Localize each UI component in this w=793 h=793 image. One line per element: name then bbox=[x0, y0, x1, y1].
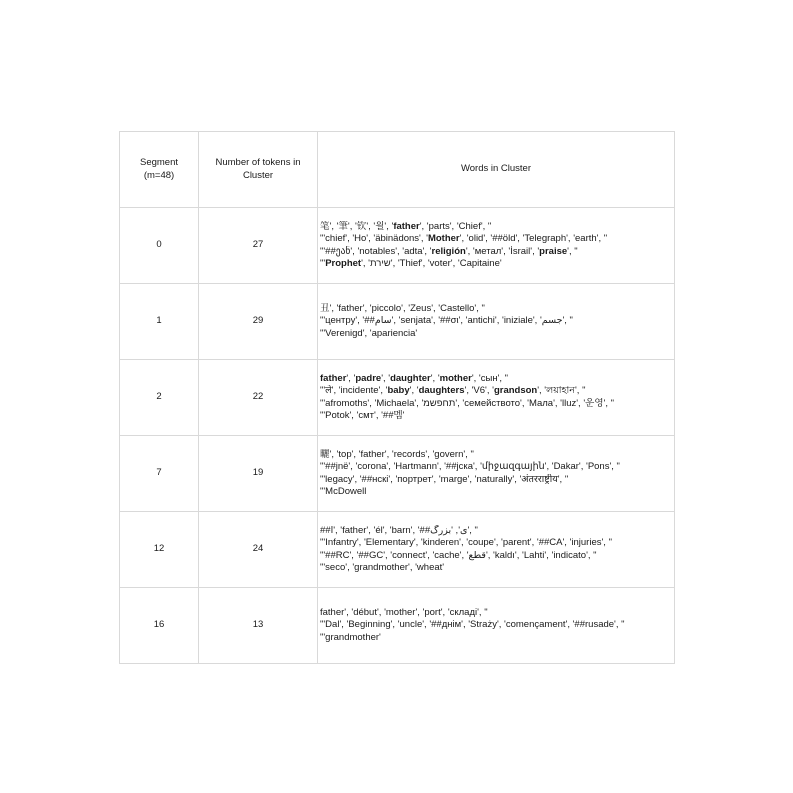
table-body bbox=[120, 208, 675, 664]
words-line bbox=[320, 486, 671, 499]
segment-header bbox=[120, 132, 199, 208]
words-line bbox=[320, 373, 671, 386]
segment-cell: 0 bbox=[120, 208, 199, 284]
word-text: ', 'שירת', 'Thief', 'voter', 'Capitaine' bbox=[361, 258, 502, 269]
words-line bbox=[320, 315, 671, 328]
word-text: "'ले', 'incidente', ' bbox=[320, 385, 388, 396]
word-text: ', 'метал', 'İsrail', ' bbox=[465, 245, 540, 257]
highlighted-word: father bbox=[320, 372, 347, 384]
words-line bbox=[320, 449, 671, 462]
word-text: ', 'লয়াহান', " bbox=[537, 385, 586, 396]
highlighted-word: mother bbox=[439, 372, 472, 384]
words-cell bbox=[318, 436, 675, 512]
words-line bbox=[320, 328, 671, 341]
word-text: ', 'olid', '##öld', 'Telegraph', 'earth', " bbox=[459, 233, 608, 244]
words-line bbox=[320, 607, 671, 620]
tokens-header-label: Number of tokens in Cluster bbox=[215, 157, 301, 181]
word-text: ', ' bbox=[409, 385, 419, 396]
words-line bbox=[320, 303, 671, 316]
word-text: 曬', 'top', 'father', 'records', 'govern', " bbox=[320, 448, 474, 460]
words-header-label: Words in Cluster bbox=[460, 163, 532, 175]
segment-cell: 2 bbox=[120, 360, 199, 436]
segment-cell: 7 bbox=[120, 436, 199, 512]
word-text: ', ' bbox=[430, 372, 440, 384]
token-count-cell: 13 bbox=[199, 588, 318, 664]
word-text: "' bbox=[320, 258, 326, 269]
token-count-cell: 19 bbox=[199, 436, 318, 512]
table-row bbox=[120, 360, 675, 436]
word-text: "'центру', '##سام', 'senjata', '##σι', 'antichi', 'iniziale', 'جسم', " bbox=[320, 315, 573, 327]
word-text: "'chief', 'Ho', 'äbinädons', ' bbox=[320, 233, 428, 244]
highlighted-word: praise bbox=[539, 245, 568, 257]
segment-cell: 12 bbox=[120, 512, 199, 588]
tokens-header bbox=[199, 132, 318, 208]
words-line bbox=[320, 233, 671, 246]
token-count-cell: 22 bbox=[199, 360, 318, 436]
highlighted-word: daughter bbox=[390, 372, 431, 384]
words-line bbox=[320, 550, 671, 563]
table-row bbox=[120, 208, 675, 284]
cluster-table bbox=[119, 131, 675, 664]
words-line bbox=[320, 525, 671, 538]
words-cell bbox=[318, 512, 675, 588]
word-text: 笔', '筆', '钦', '읠', ' bbox=[320, 220, 394, 232]
words-cell bbox=[318, 360, 675, 436]
word-text: "'McDowell bbox=[320, 486, 367, 497]
words-line bbox=[320, 410, 671, 423]
table-header-row bbox=[120, 132, 675, 208]
word-text: ', " bbox=[567, 245, 578, 257]
words-line bbox=[320, 385, 671, 398]
words-line bbox=[320, 461, 671, 474]
words-line bbox=[320, 562, 671, 575]
word-text: "'Potok', 'смт', '##멤' bbox=[320, 410, 405, 421]
words-line bbox=[320, 619, 671, 632]
word-text: father', 'début', 'mother', 'port', 'складі', " bbox=[320, 606, 488, 618]
highlighted-word: religión bbox=[431, 245, 466, 257]
words-line bbox=[320, 632, 671, 645]
cluster-table-container bbox=[119, 131, 674, 664]
word-text: "'seco', 'grandmother', 'wheat' bbox=[320, 562, 445, 573]
word-text: ', 'parts', 'Chief', " bbox=[419, 220, 492, 232]
table-row bbox=[120, 512, 675, 588]
highlighted-word: grandson bbox=[493, 385, 538, 396]
token-count-cell: 29 bbox=[199, 284, 318, 360]
highlighted-word: baby bbox=[387, 385, 410, 396]
token-count-cell: 27 bbox=[199, 208, 318, 284]
words-cell bbox=[318, 208, 675, 284]
table-row bbox=[120, 284, 675, 360]
highlighted-word: father bbox=[393, 220, 420, 232]
highlighted-word: padre bbox=[355, 372, 382, 384]
word-text: "'legacy', '##нскі', 'портрет', 'marge', 'naturally', 'अंतरराष्ट्रीय', " bbox=[320, 473, 569, 485]
segment-header-label: Segment (m=48) bbox=[139, 157, 179, 181]
word-text: ##ا', 'father', 'él', 'barn', '##ی', 'بزرگ', " bbox=[320, 524, 478, 536]
word-text: "'Infantry', 'Elementary', 'kinderen', 'coupe', 'parent', '##CA', 'injuries', " bbox=[320, 537, 612, 548]
word-text: ', ' bbox=[346, 372, 356, 384]
token-count-cell: 24 bbox=[199, 512, 318, 588]
segment-cell: 16 bbox=[120, 588, 199, 664]
word-text: "'afromoths', 'Michaela', 'תחפשמ', 'семейството', 'Мала', 'lluz', '운영', " bbox=[320, 397, 614, 409]
word-text: 丑', 'father', 'piccolo', 'Zeus', 'Castello', " bbox=[320, 302, 485, 314]
words-cell bbox=[318, 588, 675, 664]
word-text: ', ' bbox=[381, 372, 391, 384]
highlighted-word: Mother bbox=[427, 233, 460, 244]
table-row bbox=[120, 436, 675, 512]
word-text: "'##jnë', 'corona', 'Hartmann', '##jска', 'միջազգային', 'Dakar', 'Pons', " bbox=[320, 461, 620, 472]
word-text: "'##RC', '##GC', 'connect', 'cache', 'قطع', 'kaldı', 'Lahti', 'indicato', " bbox=[320, 549, 597, 561]
word-text: "'##ეან', 'notables', 'adta', ' bbox=[320, 245, 432, 257]
word-text: ', 'сын', " bbox=[471, 372, 509, 384]
word-text: "'grandmother' bbox=[320, 631, 381, 643]
words-line bbox=[320, 474, 671, 487]
words-line bbox=[320, 537, 671, 550]
highlighted-word: Prophet bbox=[325, 258, 362, 269]
words-cell bbox=[318, 284, 675, 360]
words-header bbox=[318, 132, 675, 208]
word-text: "'Dal', 'Beginning', 'uncle', '##днім', 'Straży', 'començament', '##rusade', " bbox=[320, 619, 625, 631]
segment-cell: 1 bbox=[120, 284, 199, 360]
words-line bbox=[320, 398, 671, 411]
words-line bbox=[320, 221, 671, 234]
words-line bbox=[320, 258, 671, 271]
table-row bbox=[120, 588, 675, 664]
highlighted-word: daughters bbox=[418, 385, 465, 396]
word-text: ', 'V6', ' bbox=[464, 385, 494, 396]
word-text: "'Verenigd', 'apariencia' bbox=[320, 327, 418, 339]
words-line bbox=[320, 246, 671, 259]
